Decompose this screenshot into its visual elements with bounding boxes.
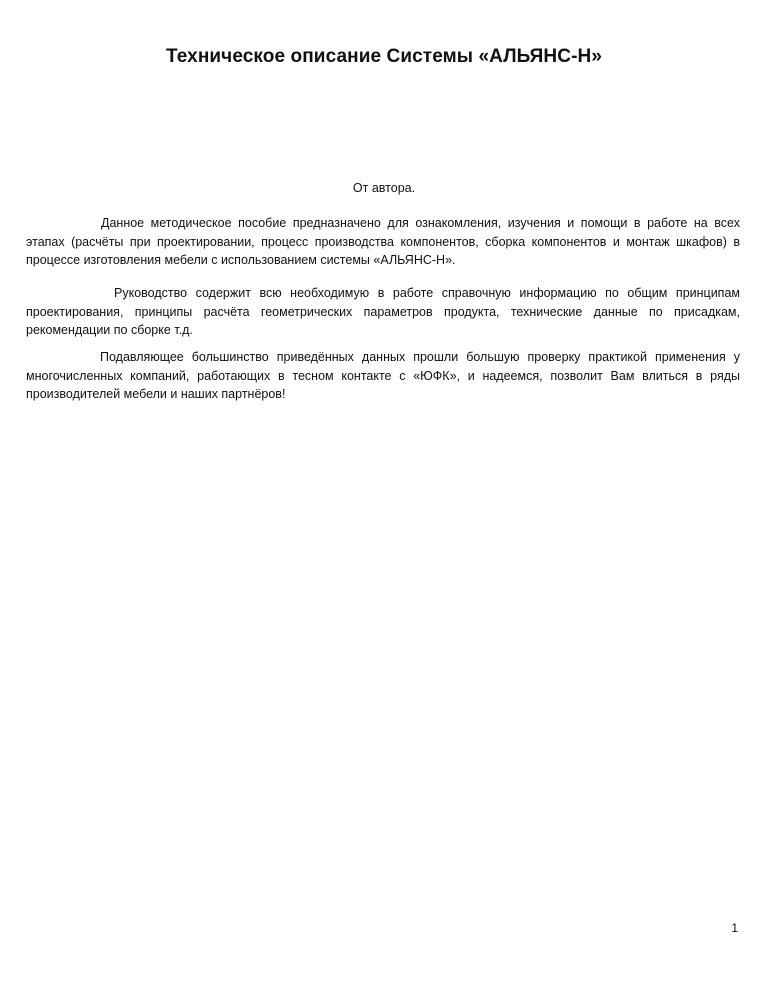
document-title: Техническое описание Системы «АЛЬЯНС-Н» xyxy=(165,46,602,67)
paragraph-closing: Подавляющее большинство приведённых данных прошли большую проверку практикой применения у многочисленных компаний, работающих в тесном контакте с «ЮФК», и надеемся, позволит Вам влиться в ряды производителей мебели и наших партнёров! xyxy=(26,350,740,401)
section-heading: От автора. xyxy=(352,181,416,195)
paragraph-contents: Руководство содержит всю необходимую в работе справочную информацию по общим принципам проектирования, принципы расчёта геометрических параметров продукта, технические данные по присадкам, рекомендации по сборке т.д. xyxy=(26,286,740,337)
paragraph-intro: Данное методическое пособие предназначено для ознакомления, изучения и помощи в работе на всех этапах (расчёты при проектировании, процесс производства компонентов, сборка компонентов и монтаж шкафов) в процессе изготовления мебели с использованием системы «АЛЬЯНС-Н». xyxy=(26,216,740,267)
page-number: 1 xyxy=(731,921,738,935)
